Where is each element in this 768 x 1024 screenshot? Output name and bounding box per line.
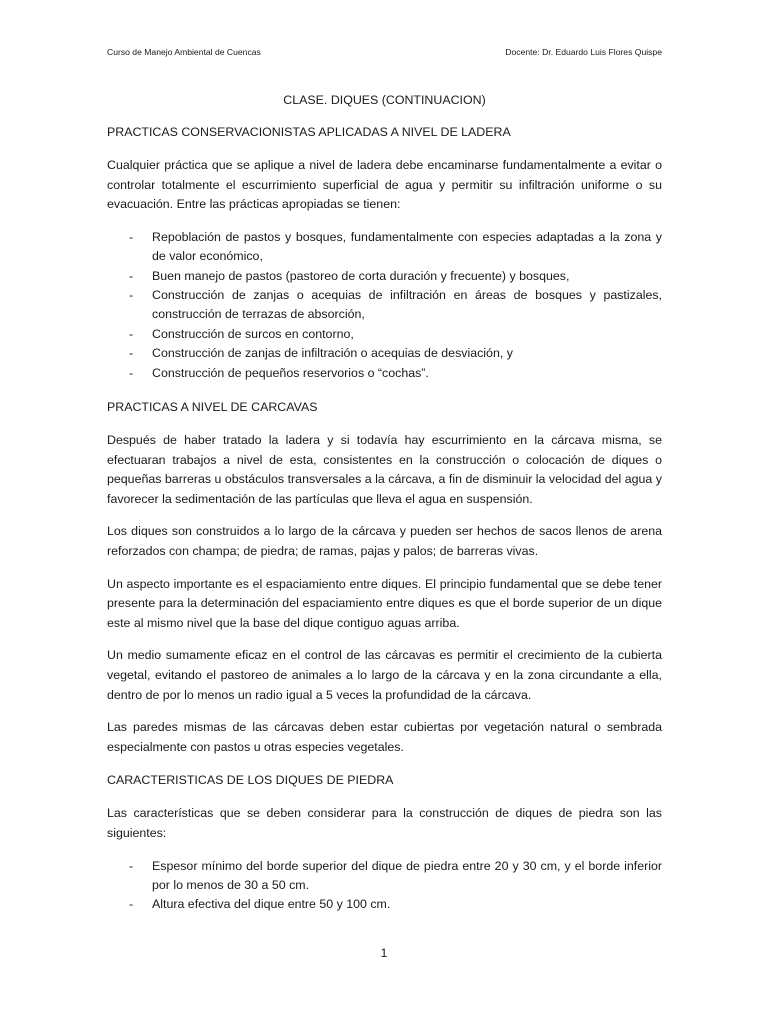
list-item xyxy=(107,895,662,914)
list-item-text: Espesor mínimo del borde superior del dique de piedra entre 20 y 30 cm, y el borde inferior por lo menos de 30 a 50 cm. xyxy=(152,858,662,892)
list-ladera-practices xyxy=(107,228,662,383)
list-item xyxy=(107,857,662,896)
paragraph-carcavas-5: Las paredes mismas de las cárcavas deben estar cubiertas por vegetación natural o sembrada especialmente con pastos u otras especies vegetales. xyxy=(107,720,662,754)
section-heading-diques-piedra: CARACTERISTICAS DE LOS DIQUES DE PIEDRA xyxy=(107,773,394,788)
list-item-text: Construcción de zanjas de infiltración o acequias de desviación, y xyxy=(152,346,513,361)
bullet-dash: - xyxy=(129,288,134,302)
paragraph-carcavas-2: Los diques son construidos a lo largo de la cárcava y pueden ser hechos de sacos llenos de arena reforzados con champa; de piedra; de ramas, pajas y palos; de barreras vivas. xyxy=(107,524,662,558)
bullet-dash: - xyxy=(129,897,134,912)
list-diques-characteristics xyxy=(107,857,662,915)
bullet-dash: - xyxy=(129,858,134,873)
document-title: CLASE. DIQUES (CONTINUACION) xyxy=(283,93,486,107)
instructor-name: Docente: Dr. Eduardo Luis Flores Quispe xyxy=(505,47,662,57)
bullet-dash: - xyxy=(129,229,134,244)
bullet-dash: - xyxy=(129,326,134,341)
document-body xyxy=(107,90,662,929)
page-number: 1 xyxy=(380,946,388,960)
list-item xyxy=(107,325,662,344)
bullet-dash: - xyxy=(129,365,134,380)
list-item xyxy=(107,364,662,383)
list-item-text: Construcción de surcos en contorno, xyxy=(152,326,354,341)
list-item xyxy=(107,228,662,267)
bullet-dash: - xyxy=(129,346,134,361)
section-heading-carcavas: PRACTICAS A NIVEL DE CARCAVAS xyxy=(107,400,318,415)
list-item-text: Altura efectiva del dique entre 50 y 100 cm. xyxy=(152,897,391,912)
paragraph-carcavas-3: Un aspecto importante es el espaciamiento entre diques. El principio fundamental que se debe tener presente para la determinación del espaciamiento entre diques es que el borde superior de un dique este al mismo nivel que la base del dique contiguo aguas arriba. xyxy=(107,576,662,630)
page-header xyxy=(107,44,662,60)
course-name: Curso de Manejo Ambiental de Cuencas xyxy=(107,47,261,57)
paragraph-carcavas-4: Un medio sumamente eficaz en el control de las cárcavas es permitir el crecimiento de la cubierta vegetal, evitando el pastoreo de animales a lo largo de la cárcava y en la zona circundante a ella, dentro de por lo menos un radio igual a 5 veces la profundidad de la cárcava. xyxy=(107,648,662,702)
list-item xyxy=(107,267,662,286)
list-item xyxy=(107,344,662,363)
paragraph-carcavas-1: Después de haber tratado la ladera y si todavía hay escurrimiento en la cárcava misma, se efectuaran trabajos a nivel de esta, consistentes en la construcción o colocación de diques o pequeñas barreras u obstáculos transversales a la cárcava, a fin de disminuir la velocidad del agua y favorecer la sedimentación de las partículas que lleva el agua en suspensión. xyxy=(107,433,662,506)
list-item-text: Repoblación de pastos y bosques, fundamentalmente con especies adaptadas a la zona y de valor económico, xyxy=(152,229,662,264)
list-item-text: Construcción de zanjas o acequias de infiltración en áreas de bosques y pastizales, construcción de terrazas de absorción, xyxy=(152,288,662,322)
paragraph-diques-intro: Las características que se deben considerar para la construcción de diques de piedra son las siguientes: xyxy=(107,806,662,840)
list-item-text: Construcción de pequeños reservorios o “cochas”. xyxy=(152,365,429,380)
section-heading-ladera: PRACTICAS CONSERVACIONISTAS APLICADAS A NIVEL DE LADERA xyxy=(107,125,511,139)
list-item-text: Buen manejo de pastos (pastoreo de corta duración y frecuente) y bosques, xyxy=(152,268,570,283)
bullet-dash: - xyxy=(129,268,134,283)
list-item xyxy=(107,286,662,325)
paragraph-ladera-intro: Cualquier práctica que se aplique a nivel de ladera debe encaminarse fundamentalmente a evitar o controlar totalmente el escurrimiento superficial de agua y permitir su infiltración uniforme o su evacuación. Entre las prácticas apropiadas se tienen: xyxy=(107,158,662,212)
